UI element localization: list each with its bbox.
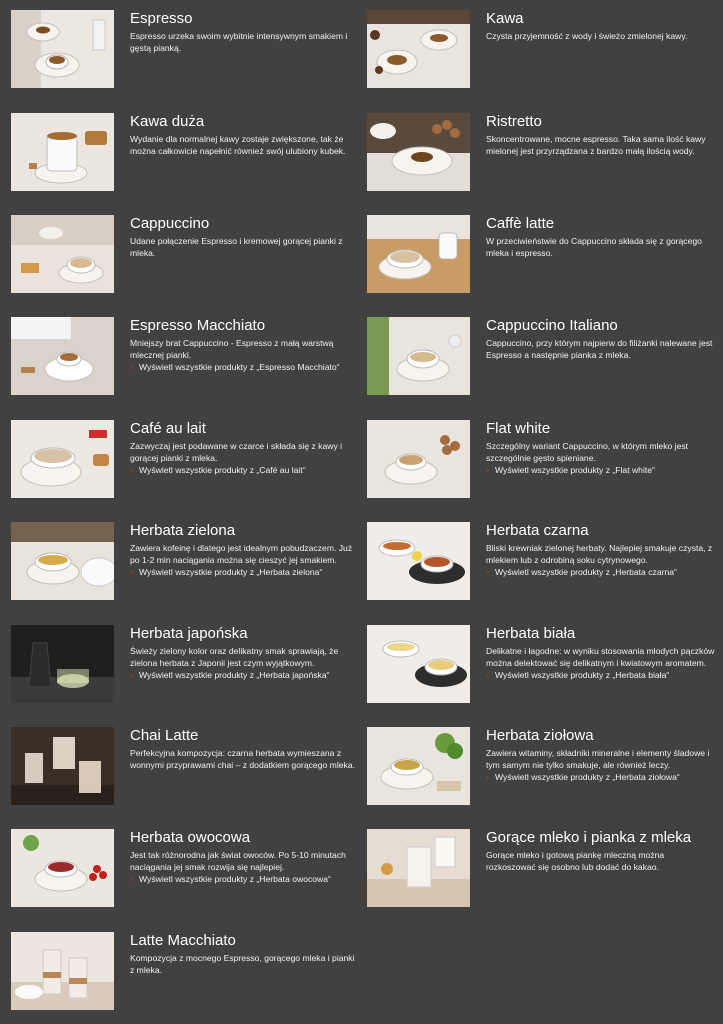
espresso-macchiato-photo[interactable] — [11, 317, 114, 395]
drink-description: Delikatne i łagodne: w wyniku stosowania młodych pączków można delektować się delikatnym i kwiatowym aromatem. — [486, 646, 715, 668]
drink-item-herbata-zielona — [11, 522, 361, 612]
drink-title[interactable]: Herbata biała — [486, 625, 576, 642]
drink-title[interactable]: Gorące mleko i pianka z mleka — [486, 829, 692, 846]
drink-title[interactable]: Café au lait — [130, 420, 206, 437]
drink-description: Zazwyczaj jest podawane w czarce i składa się z kawy i gorącej pianki z mleka. — [130, 441, 343, 463]
drink-description: Kompozycja z mocnego Espresso, gorącego mleka i pianki z mleka. — [130, 953, 355, 975]
drink-description: Perfekcyjna kompozycja: czarna herbata wymieszana z wonnymi przyprawami chai – z dodatkiem gorącego mleka. — [130, 748, 355, 770]
cappuccino-photo[interactable] — [11, 215, 114, 293]
drink-title[interactable]: Herbata ziołowa — [486, 727, 594, 744]
drink-description: W przeciwieństwie do Cappuccino składa się z gorącego mleka i espresso. — [486, 236, 702, 258]
flat-white-photo[interactable] — [367, 420, 470, 498]
drink-description: Jest tak różnorodna jak świat owoców. Po 5-10 minutach naciągania jej smak rozwija się najlepiej. — [130, 850, 346, 872]
view-products-link[interactable] — [486, 567, 716, 579]
herbata-zielona-photo[interactable] — [11, 522, 114, 600]
view-products-label: Wyświetl wszystkie produkty z „Espresso Macchiato“ — [139, 362, 340, 373]
drink-item-caffe-latte — [367, 215, 717, 305]
drink-item-kawa — [367, 10, 717, 100]
drink-item-espresso-macchiato — [11, 317, 361, 407]
drink-item-herbata-japonska — [11, 625, 361, 715]
view-products-label: Wyświetl wszystkie produkty z „Herbata czarna“ — [495, 567, 677, 578]
drink-title[interactable]: Kawa duża — [130, 113, 205, 130]
drink-title[interactable]: Kawa — [486, 10, 524, 27]
drink-title[interactable]: Herbata japońska — [130, 625, 248, 642]
drink-title[interactable]: Chai Latte — [130, 727, 199, 744]
drink-description: Udane połączenie Espresso i kremowej gorącej pianki z mleka. — [130, 236, 343, 258]
drink-item-herbata-owocowa — [11, 829, 361, 919]
drink-item-herbata-ziolowa — [367, 727, 717, 817]
herbata-japonska-photo[interactable] — [11, 625, 114, 703]
drink-title[interactable]: Cappuccino — [130, 215, 210, 232]
drink-description: Mniejszy brat Cappuccino - Espresso z małą warstwą mlecznej pianki. — [130, 338, 334, 360]
chevron-right-icon: › — [486, 670, 489, 681]
drink-item-herbata-biala — [367, 625, 717, 715]
view-products-label: Wyświetl wszystkie produkty z „Herbata ziołowa“ — [495, 772, 680, 783]
drink-item-espresso — [11, 10, 361, 100]
drink-description: Zawiera kofeinę i dlatego jest idealnym pobudzaczem. Już po 1-2 min naciągania można się cieszyć jej smakiem. — [130, 543, 353, 565]
chai-latte-photo[interactable] — [11, 727, 114, 805]
herbata-czarna-photo[interactable] — [367, 522, 470, 600]
drink-description: Czysta przyjemność z wody i świeżo zmielonej kawy. — [486, 31, 688, 41]
ristretto-photo[interactable] — [367, 113, 470, 191]
drink-title[interactable]: Herbata owocowa — [130, 829, 251, 846]
view-products-link[interactable] — [486, 670, 716, 682]
drink-description: Skoncentrowane, mocne espresso. Taka sama ilość kawy mielonej jest przyrządzana z bardzo małą ilością wody. — [486, 134, 706, 156]
drink-description: Bliski krewniak zielonej herbaty. Najlepiej smakuje czysta, z mlekiem lub z odrobiną soku cytrynowego. — [486, 543, 713, 565]
view-products-link[interactable] — [486, 772, 716, 784]
view-products-label: Wyświetl wszystkie produkty z „Herbata zielona“ — [139, 567, 323, 578]
drink-description: Zawiera witaminy, składniki mineralne i elementy śladowe i tym samym nie tylko smakuje, ale również leczy. — [486, 748, 710, 770]
view-products-label: Wyświetl wszystkie produkty z „Herbata japońska“ — [139, 670, 330, 681]
drink-description: Szczególny wariant Cappuccino, w którym mleko jest szczególnie gęsto spieniane. — [486, 441, 689, 463]
chevron-right-icon: › — [486, 567, 489, 578]
drink-item-chai-latte — [11, 727, 361, 817]
drink-title[interactable]: Herbata zielona — [130, 522, 236, 539]
view-products-label: Wyświetl wszystkie produkty z „Herbata biała“ — [495, 670, 670, 681]
view-products-label: Wyświetl wszystkie produkty z „Flat white“ — [495, 465, 655, 476]
view-products-link[interactable] — [130, 465, 360, 477]
chevron-right-icon: › — [130, 567, 133, 578]
caffe-latte-photo[interactable] — [367, 215, 470, 293]
drink-item-gorace-mleko — [367, 829, 717, 919]
drink-item-ristretto — [367, 113, 717, 203]
drink-item-herbata-czarna — [367, 522, 717, 612]
drink-description: Espresso urzeka swoim wybitnie intensywnym smakiem i gęstą pianką. — [130, 31, 348, 53]
drink-title[interactable]: Espresso — [130, 10, 193, 27]
chevron-right-icon: › — [130, 670, 133, 681]
view-products-link[interactable] — [130, 874, 360, 886]
drink-item-flat-white — [367, 420, 717, 510]
view-products-link[interactable] — [130, 362, 360, 374]
view-products-link[interactable] — [130, 567, 360, 579]
view-products-label: Wyświetl wszystkie produkty z „Café au lait“ — [139, 465, 306, 476]
drink-item-cappuccino — [11, 215, 361, 305]
drink-title[interactable]: Flat white — [486, 420, 551, 437]
cafe-au-lait-photo[interactable] — [11, 420, 114, 498]
gorace-mleko-photo[interactable] — [367, 829, 470, 907]
herbata-owocowa-photo[interactable] — [11, 829, 114, 907]
drink-description: Cappuccino, przy którym najpierw do filiżanki nalewane jest Espresso a następnie pianka z mleka. — [486, 338, 713, 360]
drink-description: Gorące mleko i gotową piankę mleczną można rozkoszować się osobno lub dodać do kakao. — [486, 850, 665, 872]
chevron-right-icon: › — [486, 465, 489, 476]
drink-description: Świeży zielony kolor oraz delikatny smak sprawiają, że zielona herbata z Japonii jest czym wyjątkowym. — [130, 646, 339, 668]
drink-title[interactable]: Caffè latte — [486, 215, 555, 232]
drink-item-cappuccino-italiano — [367, 317, 717, 407]
kawa-duza-photo[interactable] — [11, 113, 114, 191]
view-products-label: Wyświetl wszystkie produkty z „Herbata owocowa“ — [139, 874, 331, 885]
chevron-right-icon: › — [130, 874, 133, 885]
drink-item-kawa-duza — [11, 113, 361, 203]
drink-title[interactable]: Latte Macchiato — [130, 932, 236, 949]
herbata-ziolowa-photo[interactable] — [367, 727, 470, 805]
drink-title[interactable]: Espresso Macchiato — [130, 317, 266, 334]
drink-item-latte-macchiato — [11, 932, 361, 1022]
herbata-biala-photo[interactable] — [367, 625, 470, 703]
latte-macchiato-photo[interactable] — [11, 932, 114, 1010]
espresso-photo[interactable] — [11, 10, 114, 88]
cappuccino-italiano-photo[interactable] — [367, 317, 470, 395]
chevron-right-icon: › — [130, 465, 133, 476]
drink-description: Wydanie dla normalnej kawy zostaje zwiększone, tak że można całkowicie napełnić również swój ulubiony kubek. — [130, 134, 346, 156]
kawa-photo[interactable] — [367, 10, 470, 88]
drink-title[interactable]: Herbata czarna — [486, 522, 589, 539]
drink-title[interactable]: Ristretto — [486, 113, 542, 130]
drink-title[interactable]: Cappuccino Italiano — [486, 317, 618, 334]
chevron-right-icon: › — [486, 772, 489, 783]
view-products-link[interactable] — [130, 670, 360, 682]
chevron-right-icon: › — [130, 362, 133, 373]
view-products-link[interactable] — [486, 465, 716, 477]
drink-item-cafe-au-lait — [11, 420, 361, 510]
